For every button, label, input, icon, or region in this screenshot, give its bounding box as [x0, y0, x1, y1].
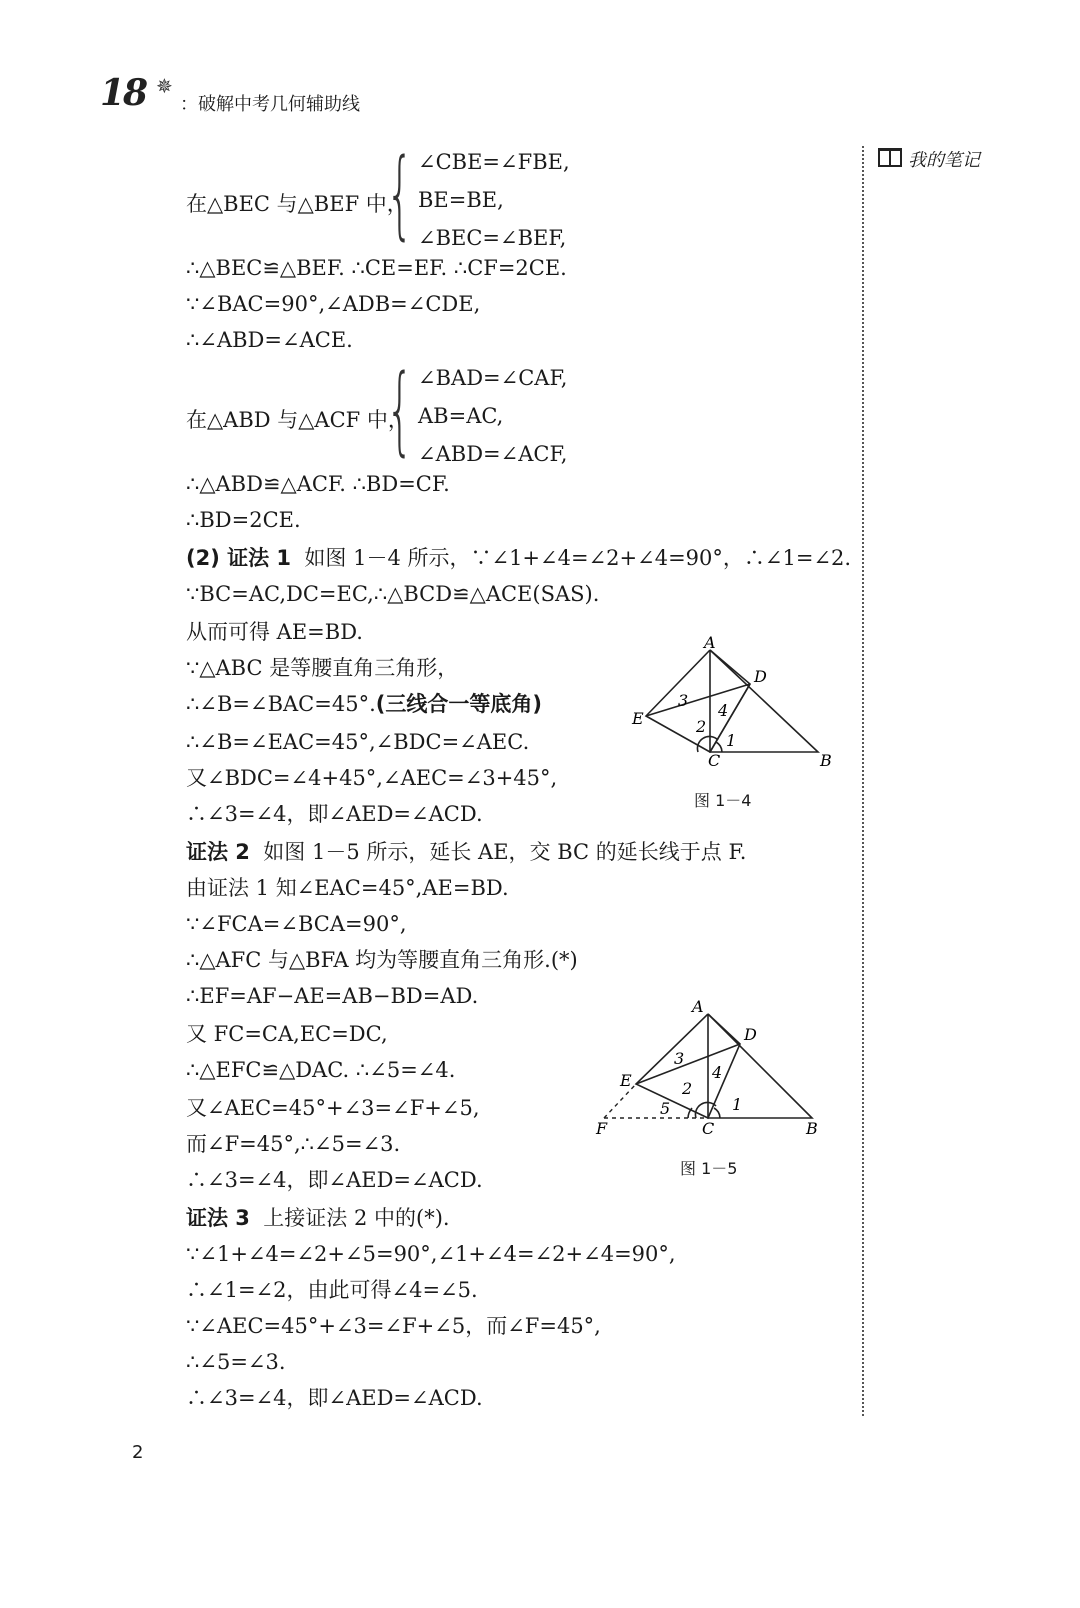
arc-angle-1 [714, 1108, 720, 1118]
proof-line [186, 690, 542, 718]
proof-text: 如图 1－5 所示，延长 AE，交 BC 的延长线于点 F. [263, 840, 747, 864]
system-row: ∠CBE=∠FBE, [418, 150, 570, 174]
proof-line: ∴EF=AF−AE=AB−BD=AD. [186, 984, 479, 1008]
label-4: 4 [718, 701, 729, 720]
label-c: C [708, 751, 721, 770]
proof-line: ∴△EFC≌△DAC. ∴∠5=∠4. [186, 1058, 456, 1082]
system-lead: 在△ABD 与△ACF 中， [186, 408, 409, 432]
proof-line: ∴∠3=∠4，即∠AED=∠ACD. [186, 1168, 483, 1192]
system-row: ∠BAD=∠CAF, [418, 366, 568, 390]
proof-line: ∴△ABD≌△ACF. ∴BD=CF. [186, 472, 450, 496]
notes-divider [862, 146, 864, 1416]
proof-line: ∴∠5=∠3. [186, 1350, 286, 1374]
label-e: E [632, 709, 644, 728]
proof-line: 而∠F=45°,∴∠5=∠3. [186, 1132, 401, 1156]
proof-text: 上接证法 2 中的(*). [263, 1206, 450, 1230]
proof-line: ∵△ABC 是等腰直角三角形， [186, 656, 459, 680]
proof-line: 又∠BDC=∠4+45°,∠AEC=∠3+45°, [186, 766, 558, 790]
system-row: BE=BE, [418, 188, 504, 212]
proof-line [186, 838, 746, 866]
proof-line: ∴∠1=∠2，由此可得∠4=∠5. [186, 1278, 478, 1302]
label-1: 1 [732, 1095, 743, 1114]
method-label: 证法 2 [186, 840, 250, 864]
label-a: A [704, 633, 716, 652]
figure-1-5-drawing [592, 998, 828, 1144]
label-e: E [620, 1071, 632, 1090]
proof-line: ∵∠1+∠4=∠2+∠5=90°,∠1+∠4=∠2+∠4=90°, [186, 1242, 676, 1266]
method-label: (2) 证法 1 [186, 546, 292, 570]
proof-line: ∵BC=AC,DC=EC,∴△BCD≌△ACE(SAS). [186, 582, 600, 606]
page-number: 2 [132, 1442, 144, 1463]
proof-text: 如图 1－4 所示，∵∠1+∠4=∠2+∠4=90°，∴∠1=∠2. [304, 546, 852, 570]
proof-line: ∴△AFC 与△BFA 均为等腰直角三角形.(*) [186, 948, 578, 972]
label-a: A [692, 997, 704, 1016]
book-icon [878, 148, 902, 167]
system-row: ∠BEC=∠BEF, [418, 226, 567, 250]
figure-1-5 [592, 998, 828, 1144]
proof-line: 又 FC=CA,EC=DC, [186, 1022, 388, 1046]
quadrilateral-aecd [636, 1014, 743, 1118]
proof-line: ∵∠BAC=90°,∠ADB=∠CDE, [186, 292, 481, 316]
proof-line: ∴∠B=∠EAC=45°,∠BDC=∠AEC. [186, 730, 530, 754]
figure-1-4 [630, 633, 832, 776]
proof-text: ∴∠B=∠BAC=45°. [186, 692, 376, 716]
bold-note: (三线合一等底角) [375, 692, 542, 716]
brace-icon: { [386, 138, 414, 250]
proof-line: 从而可得 AE=BD. [186, 620, 363, 644]
proof-line: ∵∠FCA=∠BCA=90°, [186, 912, 407, 936]
label-d: D [754, 667, 767, 686]
segment-ed [636, 1044, 740, 1084]
figure-1-5-caption: 图 1－5 [680, 1159, 738, 1178]
system-lead: 在△BEC 与△BEF 中， [186, 192, 408, 216]
label-3: 3 [674, 1049, 685, 1068]
label-4: 4 [712, 1063, 723, 1082]
proof-line: ∴∠3=∠4，即∠AED=∠ACD. [186, 1386, 483, 1410]
series-logo: 18 [100, 72, 147, 114]
proof-line: ∴∠ABD=∠ACE. [186, 328, 353, 352]
proof-line: ∴△BEC≌△BEF. ∴CE=EF. ∴CF=2CE. [186, 256, 567, 280]
label-b: B [806, 1119, 818, 1138]
proof-line: 又∠AEC=45°+∠3=∠F+∠5, [186, 1096, 480, 1120]
label-2: 2 [682, 1079, 693, 1098]
method-label: 证法 3 [186, 1206, 250, 1230]
figure-1-4-drawing [630, 633, 832, 776]
system-row: ∠ABD=∠ACF, [418, 442, 568, 466]
proof-line [186, 544, 851, 572]
label-5: 5 [660, 1099, 671, 1118]
notes-heading [878, 146, 980, 172]
proof-line: ∵∠AEC=45°+∠3=∠F+∠5，而∠F=45°, [186, 1314, 601, 1338]
label-b: B [820, 751, 832, 770]
proof-line: 由证法 1 知∠EAC=45°,AE=BD. [186, 876, 509, 900]
starburst-icon: ✵ [156, 74, 173, 98]
system-row: AB=AC, [418, 404, 504, 428]
book-title: ：破解中考几何辅助线 [180, 94, 360, 115]
equation-system-1 [186, 138, 626, 260]
proof-line: ∴BD=2CE. [186, 508, 301, 532]
label-2: 2 [696, 717, 707, 736]
proof-line [186, 1204, 450, 1232]
label-1: 1 [726, 731, 737, 750]
proof-line: ∴∠3=∠4，即∠AED=∠ACD. [186, 802, 483, 826]
notes-label: 我的笔记 [908, 150, 980, 171]
figure-1-4-caption: 图 1－4 [694, 791, 752, 810]
label-3: 3 [678, 691, 689, 710]
equation-system-2 [186, 354, 626, 476]
brace-icon: { [386, 354, 414, 466]
label-d: D [744, 1025, 757, 1044]
label-f: F [596, 1119, 608, 1138]
label-c: C [702, 1119, 715, 1138]
